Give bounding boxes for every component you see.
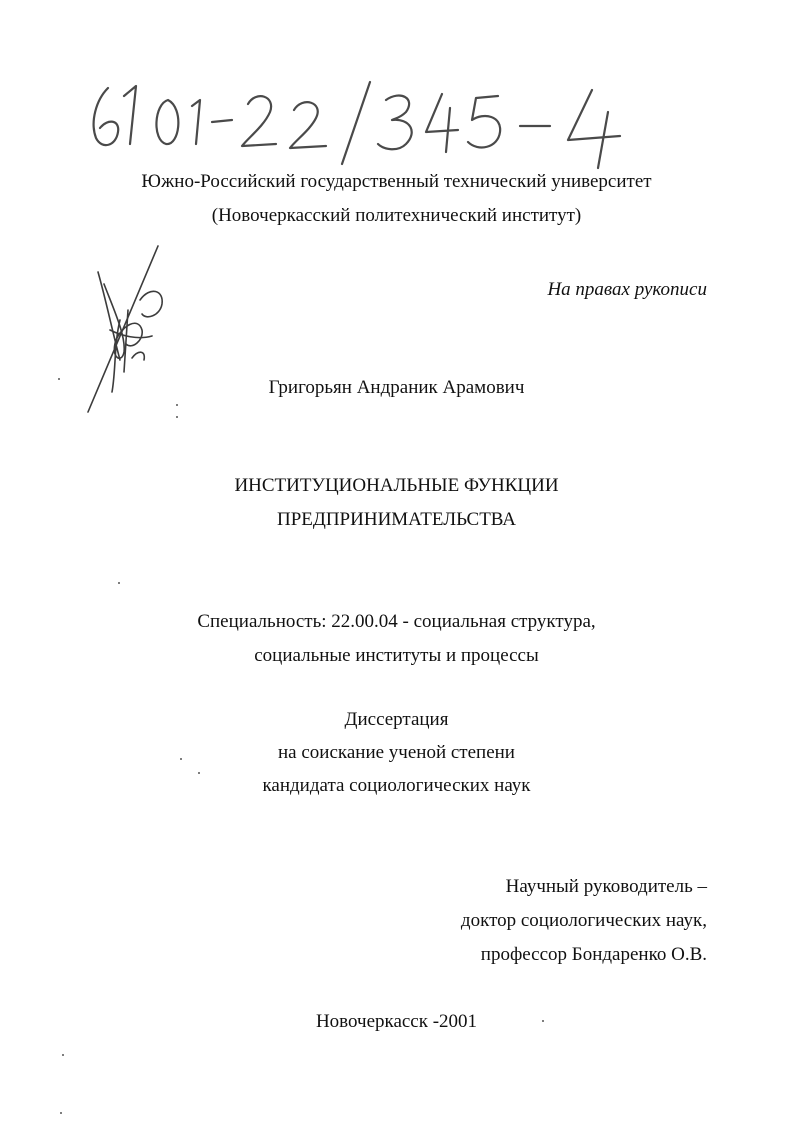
university-subname: (Новочеркасский политехнический институт) xyxy=(211,205,582,226)
scan-speck xyxy=(60,1112,62,1114)
specialty-line-2: социальные институты и процессы xyxy=(254,645,539,666)
scan-speck xyxy=(176,404,178,406)
scan-speck xyxy=(58,378,60,380)
supervisor-line-3: профессор Бондаренко О.В. xyxy=(480,944,707,965)
supervisor-line-2: доктор социологических наук, xyxy=(460,910,707,931)
scan-speck xyxy=(118,582,120,584)
supervisor-line-1: Научный руководитель – xyxy=(505,876,707,897)
handwritten-archive-mark xyxy=(80,60,660,170)
scan-speck xyxy=(198,772,200,774)
dissertation-line-2: на соискание ученой степени xyxy=(278,742,515,763)
title-line-2: ПРЕДПРИНИМАТЕЛЬСТВА xyxy=(276,509,516,530)
title-line-1: ИНСТИТУЦИОНАЛЬНЫЕ ФУНКЦИИ xyxy=(234,475,559,496)
scan-speck xyxy=(180,758,182,760)
dissertation-line-1: Диссертация xyxy=(344,709,449,730)
scan-speck xyxy=(62,1054,64,1056)
author-name: Григорьян Андраник Арамович xyxy=(268,377,525,398)
manuscript-note: На правах рукописи xyxy=(547,279,707,300)
scan-speck xyxy=(542,1020,544,1022)
place-year: Новочеркасск -2001 xyxy=(315,1011,478,1032)
dissertation-line-3: кандидата социологических наук xyxy=(262,775,531,796)
scan-speck xyxy=(176,416,178,418)
specialty-line-1: Специальность: 22.00.04 - социальная структура, xyxy=(197,611,596,632)
university-name: Южно-Российский государственный технический университет xyxy=(141,171,652,192)
